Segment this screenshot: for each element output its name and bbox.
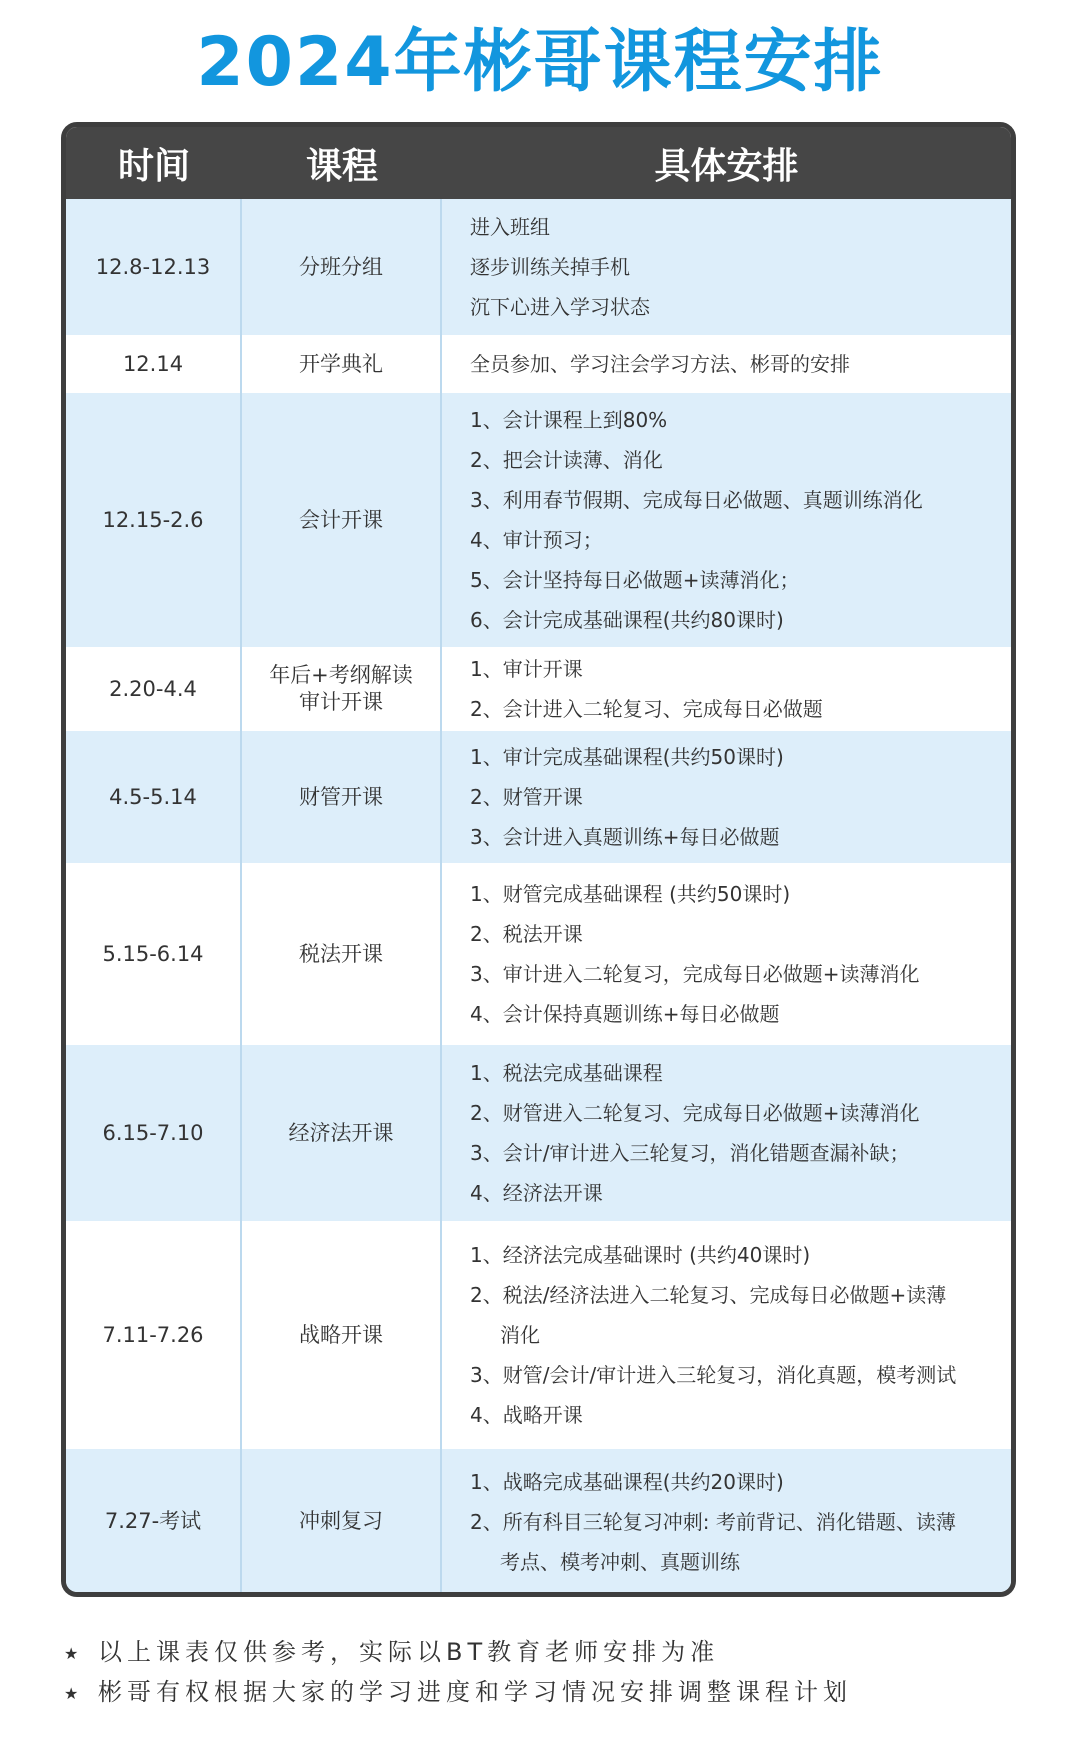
list-item: 1、战略完成基础课程(共约20课时) [470, 1469, 784, 1494]
list-item: 3、财管/会计/审计进入三轮复习，消化真题，模考测试 [470, 1363, 957, 1387]
row-time: 5.15-6.14 [66, 863, 242, 1045]
list-item: 消化 [500, 1323, 540, 1347]
list-item: 3、会计进入真题训练+每日必做题 [470, 825, 780, 849]
table-row [66, 1449, 1011, 1594]
row-time: 4.5-5.14 [66, 731, 242, 863]
row-course: 分班分组 [242, 199, 442, 335]
list-item: 5、会计坚持每日必做题+读薄消化； [470, 568, 800, 592]
list-item: 1、经济法完成基础课时 (共约40课时) [470, 1243, 811, 1267]
table-row [66, 393, 1011, 647]
list-item: 进入班组 [470, 215, 550, 239]
header-course: 课程 [305, 145, 378, 187]
table-row [66, 199, 1011, 335]
row-course: 战略开课 [242, 1221, 442, 1449]
footnote [64, 1672, 852, 1707]
footnote-text: 以上课表仅供参考，实际以BT教育老师安排为准 [98, 1638, 720, 1666]
list-item: 2、财管进入二轮复习、完成每日必做题+读薄消化 [470, 1101, 920, 1125]
row-detail [442, 731, 1011, 863]
row-time: 6.15-7.10 [66, 1045, 242, 1221]
list-item: 4、会计保持真题训练+每日必做题 [470, 1002, 780, 1026]
list-item: 全员参加、学习注会学习方法、彬哥的安排 [470, 352, 850, 376]
row-time: 7.11-7.26 [66, 1221, 242, 1449]
row-course: 会计开课 [242, 393, 442, 647]
row-course: 经济法开课 [242, 1045, 442, 1221]
row-course [242, 647, 442, 731]
row-time: 12.14 [66, 335, 242, 393]
table-row [66, 335, 1011, 393]
list-item: 1、会计课程上到80% [470, 408, 668, 432]
schedule-table [61, 122, 1016, 1597]
list-item: 1、审计开课 [470, 657, 583, 681]
list-item: 1、税法完成基础课程 [470, 1061, 663, 1085]
row-course: 税法开课 [242, 863, 442, 1045]
list-item: 2、会计进入二轮复习、完成每日必做题 [470, 697, 823, 721]
list-item: 逐步训练关掉手机 [470, 255, 630, 279]
row-course: 冲刺复习 [242, 1449, 442, 1594]
list-item: 2、税法开课 [470, 922, 583, 946]
list-item: 4、战略开课 [470, 1403, 583, 1427]
list-item: 3、会计/审计进入三轮复习，消化错题查漏补缺； [470, 1141, 910, 1165]
table-row [66, 1045, 1011, 1221]
list-item: 4、经济法开课 [470, 1181, 603, 1205]
row-course-line: 审计开课 [298, 690, 383, 714]
row-course: 财管开课 [242, 731, 442, 863]
table-row [66, 647, 1011, 731]
row-detail [442, 335, 1011, 393]
header-time: 时间 [117, 145, 190, 187]
table-row [66, 1221, 1011, 1449]
list-item: 考点、模考冲刺、真题训练 [500, 1549, 740, 1574]
list-item: 1、审计完成基础课程(共约50课时) [470, 745, 784, 769]
page-title: 2024年彬哥课程安排 [196, 23, 884, 102]
list-item: 3、利用春节假期、完成每日必做题、真题训练消化 [470, 488, 923, 512]
list-item: 2、税法/经济法进入二轮复习、完成每日必做题+读薄 [470, 1283, 947, 1307]
row-detail [442, 1449, 1011, 1594]
row-detail [442, 199, 1011, 335]
row-time: 2.20-4.4 [66, 647, 242, 731]
list-item: 2、财管开课 [470, 785, 583, 809]
list-item: 2、把会计读薄、消化 [470, 448, 663, 472]
footnote [64, 1632, 719, 1667]
row-detail [442, 393, 1011, 647]
list-item: 6、会计完成基础课程(共约80课时) [470, 608, 784, 632]
asterisk-icon: ★ [64, 1683, 84, 1703]
list-item: 2、所有科目三轮复习冲刺: 考前背记、消化错题、读薄 [470, 1509, 956, 1534]
footnote-text: 彬哥有权根据大家的学习进度和学习情况安排调整课程计划 [98, 1678, 852, 1706]
row-detail [442, 863, 1011, 1045]
list-item: 1、财管完成基础课程 (共约50课时) [470, 882, 791, 906]
list-item: 3、审计进入二轮复习，完成每日必做题+读薄消化 [470, 962, 920, 986]
row-detail [442, 1221, 1011, 1449]
row-course-line: 年后+考纲解读 [269, 663, 413, 687]
table-row [66, 731, 1011, 863]
list-item: 4、审计预习； [470, 528, 603, 552]
row-course: 开学典礼 [242, 335, 442, 393]
row-detail [442, 647, 1011, 731]
row-time: 12.15-2.6 [66, 393, 242, 647]
table-row [66, 863, 1011, 1045]
row-detail [442, 1045, 1011, 1221]
row-time: 12.8-12.13 [66, 199, 242, 335]
table-header [66, 127, 1011, 199]
asterisk-icon: ★ [64, 1643, 84, 1663]
row-time: 7.27-考试 [66, 1449, 242, 1594]
header-detail: 具体安排 [654, 145, 799, 187]
list-item: 沉下心进入学习状态 [470, 295, 650, 319]
